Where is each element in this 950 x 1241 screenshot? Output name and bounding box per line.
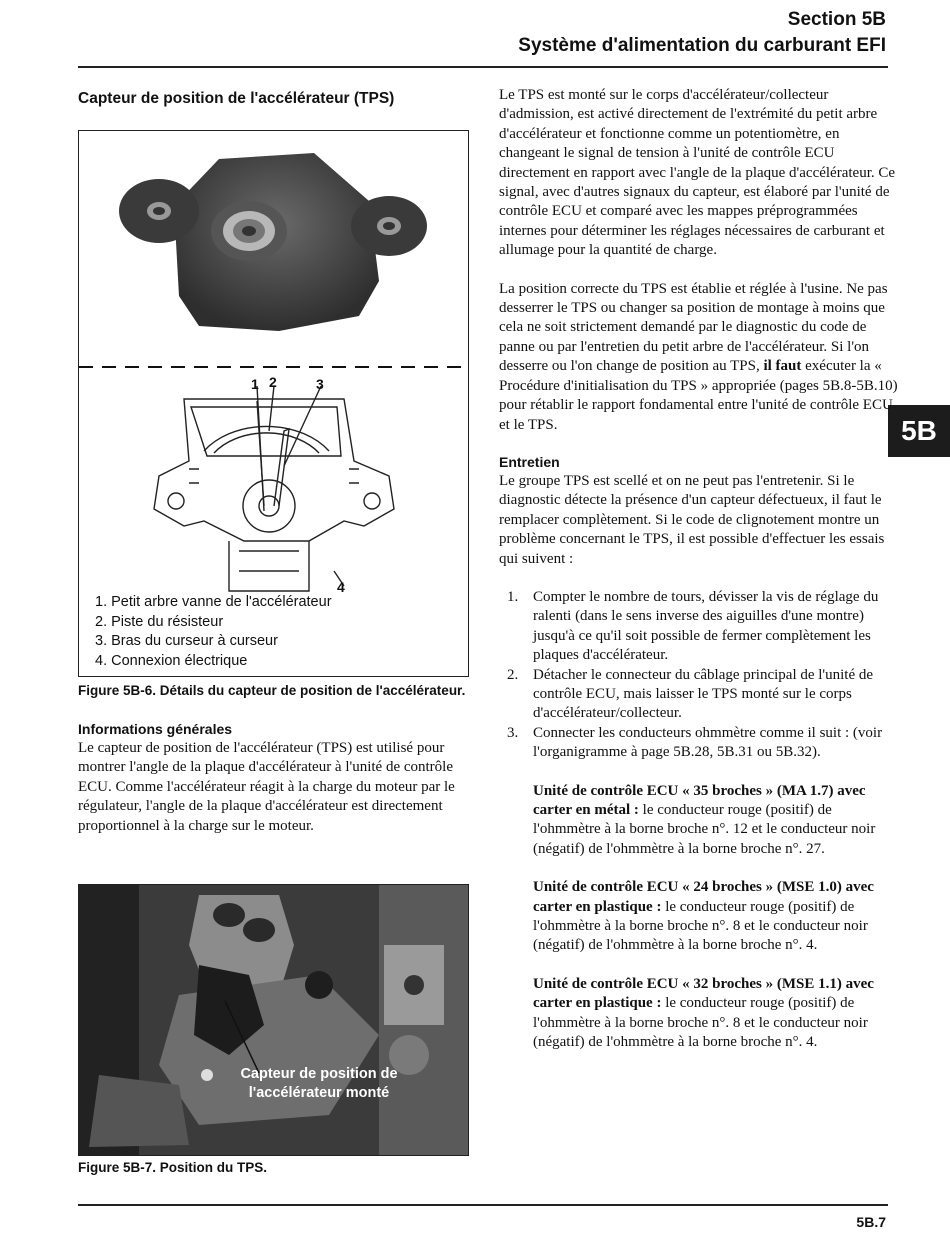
figure-7-caption: Figure 5B-7. Position du TPS.: [78, 1160, 268, 1175]
general-info-text: Le capteur de position de l'accélérateur (TPS) est utilisé pour montrer l'angle de la plaque d'accélérateur à l'unité de contrôle ECU. Comme l'accélérateur réagit à la charge du moteur par le régulateur, l'angle de la plaque d'accélérateur est directement proportionnel à la charge sur le moteur.: [78, 740, 455, 834]
page-number: 5B.7: [856, 1214, 886, 1230]
maintenance-heading: Entretien: [499, 453, 560, 470]
sensor-photo: [119, 153, 427, 331]
callout-1: 1: [251, 376, 259, 392]
figure-tps-details: [78, 130, 469, 677]
ecu-24-pin: Unité de contrôle ECU « 24 broches » (MSE 1.0) avec carter en plastique : le conducteur rouge (positif) de l'ohmmètre à la borne broche n°. 8 et le conducteur noir (négatif) de l'ohmmètre à la borne broche n°. 4.: [533, 879, 874, 954]
callout-2: 2: [269, 374, 277, 390]
header-rule: [78, 66, 888, 68]
photo-label: Capteur de position de l'accélérateur monté: [240, 1066, 398, 1101]
footer-rule: [78, 1204, 888, 1206]
sensor-line-drawing: [154, 386, 394, 591]
general-info-heading: Informations générales: [78, 721, 233, 737]
right-column: [499, 86, 899, 1052]
legend-item: 1. Petit arbre vanne de l'accélérateur: [95, 594, 332, 610]
callout-3: 3: [316, 376, 324, 392]
maintenance-text: Le groupe TPS est scellé et on ne peut pas l'entretenir. Si le diagnostic détecte la présence d'un capteur défectueux, il faut le remplacer complètement. Si le code de clignotement montre un problème concernant le TPS, il est possible d'effectuer les essais qui suivent :: [499, 472, 885, 567]
figure-tps-position: [78, 884, 469, 1156]
legend-item: 3. Bras du curseur à curseur: [95, 633, 278, 649]
callout-4: 4: [337, 579, 345, 595]
figure-legend: [95, 593, 332, 671]
engine-photo: [79, 885, 468, 1155]
test-steps: [499, 588, 899, 763]
ecu-32-pin: Unité de contrôle ECU « 32 broches » (MSE 1.1) avec carter en plastique : le conducteur rouge (positif) de l'ohmmètre à la borne broche n°. 8 et le conducteur noir (négatif) de l'ohmmètre à la borne broche n°. 4.: [533, 975, 874, 1051]
list-item: 3. Connecter les conducteurs ohmmètre comme il suit : (voir l'organigramme à page 5B.28, 5B.31 ou 5B.32).: [507, 724, 883, 761]
legend-item: 4. Connexion électrique: [95, 652, 248, 669]
list-item: 2. Détacher le connecteur du câblage principal de l'unité de contrôle ECU, mais laisser le TPS monté sur le corps d'accélérateur/collecteur.: [507, 666, 874, 722]
figure-6-caption: Figure 5B-6. Détails du capteur de position de l'accélérateur.: [78, 683, 466, 698]
tps-position-note: La position correcte du TPS est établie et réglée à l'usine. Ne pas desserrer le TPS ou changer sa position de montage à moins que cela ne soit strictement demandé par le diagnostic du code de panne ou par l'entretien du petit arbre de l'accélérateur. Si l'on desserre ou l'on change de position au TPS, il faut exécuter la « Procédure d'initialisation du TPS » appropriée (pages 5B.8-5B.10) pour rétablir le rapport fondamental entre l'unité de contrôle ECU et le TPS.: [499, 280, 898, 433]
list-item: 1. Compter le nombre de tours, dévisser la vis de réglage du ralenti (dans le sens inverse des aiguilles d'une montre) jusqu'à ce qu'il soit possible de fermer complètement les plaques d'accélérateur.: [507, 588, 879, 664]
article-heading: Capteur de position de l'accélérateur (TPS): [78, 90, 395, 107]
legend-item: 2. Piste du résisteur: [95, 613, 224, 630]
section-tab: 5B: [888, 405, 950, 457]
section-title: Système d'alimentation du carburant EFI: [518, 35, 886, 56]
page-header: [518, 7, 886, 59]
ecu-35-pin: Unité de contrôle ECU « 35 broches » (MA 1.7) avec carter en métal : le conducteur rouge (positif) de l'ohmmètre à la borne broche n°. 12 et le conducteur noir (négatif) de l'ohmmètre à la borne broche n°. 27.: [533, 782, 876, 857]
section-label: Section 5B: [787, 9, 886, 30]
tps-description: Le TPS est monté sur le corps d'accélérateur/collecteur d'admission, est activé directement de l'extrémité du petit arbre d'accélérateur et fonctionne comme un potentiomètre, en changeant le signal de tension à l'unité de contrôle ECU directement en rapport avec l'angle de la plaque d'accélérateur. Ce signal, avec d'autres signaux du capteur, est élaboré par l'unité de contrôle ECU et comparé avec les mappes préprogrammées internes pour déterminer les réglages nécessaires de carburant et allumage pour la quantité de charge.: [499, 87, 896, 259]
